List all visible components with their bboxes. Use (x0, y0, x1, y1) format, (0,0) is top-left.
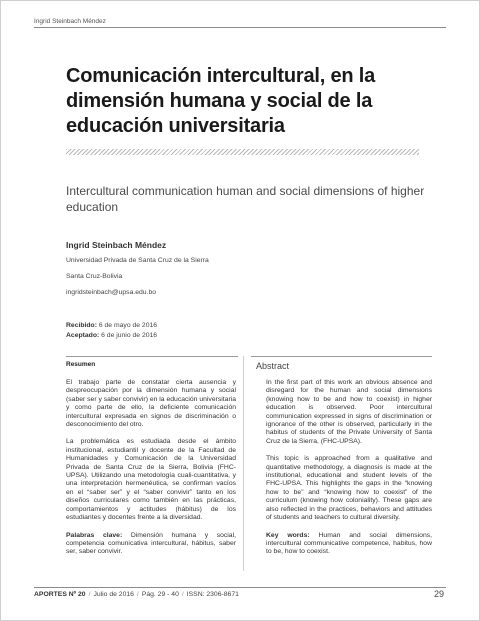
resumen-keywords-label: Palabras clave: (66, 531, 123, 539)
author-email[interactable]: ingridsteinbach@upsa.edu.bo (66, 289, 157, 296)
author-block (66, 240, 366, 304)
author-location: Santa Cruz-Bolivia (66, 273, 123, 280)
received-date (66, 321, 157, 331)
received-label: Recibido: (66, 322, 97, 329)
footer-separator: / (136, 591, 139, 598)
footer-rule (34, 587, 446, 588)
resumen-rule (66, 356, 238, 357)
resumen-keywords-text: Dimensión humana y social, competencia comunicativa intercultural, hábitus, saber ser, saber convivir. (66, 531, 236, 556)
abstract-heading: Abstract (256, 361, 290, 371)
resumen-heading: Resumen (66, 361, 96, 368)
resumen-keywords (66, 532, 236, 557)
footer-journal: APORTES Nº 20 (34, 591, 86, 598)
article-dates (66, 321, 157, 341)
footer (34, 591, 239, 598)
abstract-paragraph-1: In the first part of this work an obvious absence and disregard for the human and social dimensions (knowing how to be and how to coexist) in higher education is observed. Poor intercultural communication expressed in signs of discrimination or ignorance of the other is observed, particularly in the habitus of students of the Private University of Santa Cruz de la Sierra, (FHC-UPSA). (266, 379, 432, 445)
page-number: 29 (433, 589, 444, 599)
article-title-english: Intercultural communication human and social dimensions of higher education (66, 184, 425, 214)
article-title: Comunicación intercultural, en la dimensión humana y social de la educación universitaria (66, 65, 376, 137)
column-divider (243, 356, 244, 571)
footer-date: Julio de 2016 (93, 591, 134, 598)
accepted-label: Aceptado: (66, 332, 100, 339)
accepted-value: 6 de junio de 2016 (101, 332, 158, 339)
author-name: Ingrid Steinbach Méndez (66, 240, 167, 250)
running-header: Ingrid Steinbach Méndez (34, 18, 106, 25)
resumen-paragraph-1: El trabajo parte de constatar cierta ausencia y despreocupación por la dimensión humana y social (saber ser y saber convivir) en la educación universitaria y como parte de ello, la deficiente comunicación intercultural expresada en signos de discriminación o desconocimiento del otro. (66, 379, 236, 429)
abstract-keywords (266, 532, 432, 557)
footer-separator: / (181, 591, 184, 598)
resumen-column (66, 379, 236, 566)
author-affiliation: Universidad Privada de Santa Cruz de la Sierra (66, 257, 209, 264)
resumen-paragraph-2: La problemática es estudiada desde el ámbito institucional, estudiantil y docente de la Facultad de Humanidades y Comunicación de la Universidad Privada de Santa Cruz de la Sierra, Bolivia (FHC-UPSA). Utilizando una metodología cuali-cuantitativa, y una interpretación hermenéutica, se confirman vacíos en el “saber ser” y el “saber convivir” tanto en los diseños curriculares como también en las prácticas, comportamientos y actitudes (hábitus) de los estudiantes y docentes frente a la diversidad. (66, 438, 236, 522)
accepted-date (66, 331, 157, 341)
footer-issn: ISSN: 2306-8671 (186, 591, 239, 598)
abstract-column (266, 379, 432, 566)
abstract-paragraph-2: This topic is approached from a qualitative and quantitative methodology, a diagnosis is made at the institutional, educational and student levels of the FHC-UPSA. This highlights the gaps in the “knowing how to be” and “knowing how to coexist” of the curriculum (knowing how coloniality). These gaps are also reflected in the practices, behaviors and attitudes of students and teachers to cultural diversity. (266, 455, 432, 522)
footer-separator: / (88, 591, 91, 598)
title-hatch-divider (66, 149, 419, 155)
abstract-rule (251, 356, 432, 357)
received-value: 6 de mayo de 2016 (98, 322, 158, 329)
abstract-keywords-label: Key words: (266, 531, 310, 539)
abstract-keywords-text: Human and social dimensions, intercultural communicative competence, habitus, how to be, how to coexist. (266, 531, 433, 556)
header-rule (34, 27, 446, 28)
footer-pages: Pág. 29 - 40 (141, 591, 179, 598)
